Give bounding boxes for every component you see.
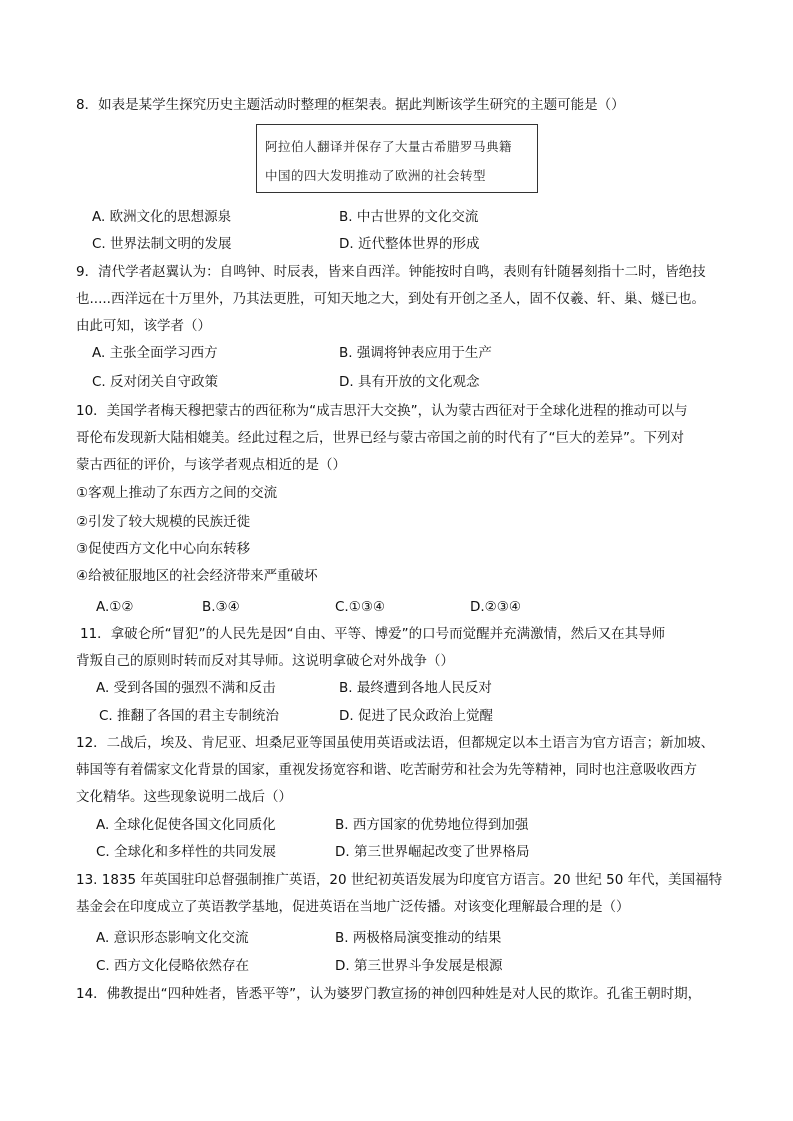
q10-option-a[interactable]: A.①② (96, 599, 134, 615)
q10-option-b[interactable]: B.③④ (202, 599, 240, 615)
q8-stem: 8．如表是某学生探究历史主题活动时整理的框架表。据此判断该学生研究的主题可能是（） (76, 97, 625, 113)
q8-framework-table (256, 124, 538, 193)
q13-stem-line-1: 13. 1835 年英国驻印总督强制推广英语，20 世纪初英语发展为印度官方语言。20 世纪 50 年代，美国福特 (76, 872, 723, 888)
q10-option-c[interactable]: C.①③④ (335, 599, 386, 615)
q10-item-4: ④给被征服地区的社会经济带来严重破坏 (76, 568, 318, 584)
q12-option-d[interactable]: D. 第三世界崛起改变了世界格局 (335, 844, 530, 860)
q10-item-2: ②引发了较大规模的民族迁徙 (76, 514, 251, 530)
q13-option-a[interactable]: A. 意识形态影响文化交流 (96, 930, 249, 946)
q11-stem-line-1: 11．拿破仑所“冒犯”的人民先是因“自由、平等、博爱”的口号而觉醒并充满激情，然后又在其导师 (80, 626, 666, 642)
q10-stem-line-3: 蒙古西征的评价，与该学者观点相近的是（） (76, 457, 346, 473)
q12-option-a[interactable]: A. 全球化促使各国文化同质化 (96, 817, 276, 833)
q11-option-b[interactable]: B. 最终遭到各地人民反对 (339, 680, 492, 696)
q11-option-c[interactable]: C. 推翻了各国的君主专制统治 (99, 708, 280, 724)
q10-item-3: ③促使西方文化中心向东转移 (76, 541, 251, 557)
q13-option-c[interactable]: C. 西方文化侵略依然存在 (96, 958, 250, 974)
q9-stem-line-1: 9．清代学者赵翼认为：自鸣钟、时辰表，皆来自西洋。钟能按时自鸣，表则有针随晷刻指十二时，皆绝技 (76, 264, 706, 280)
q8-option-b[interactable]: B. 中古世界的文化交流 (339, 209, 479, 225)
q8-table-row-2: 中国的四大发明推动了欧洲的社会转型 (265, 168, 487, 183)
q11-option-a[interactable]: A. 受到各国的强烈不满和反击 (96, 680, 276, 696)
q13-option-b[interactable]: B. 两极格局演变推动的结果 (335, 930, 502, 946)
q8-option-a[interactable]: A. 欧洲文化的思想源泉 (92, 209, 232, 225)
q10-stem-line-2: 哥伦布发现新大陆相媲美。经此过程之后，世界已经与蒙古帝国之前的时代有了“巨大的差异”。下列对 (76, 430, 684, 446)
q8-table-row-1: 阿拉伯人翻译并保存了大量古希腊罗马典籍 (265, 139, 513, 154)
q9-option-d[interactable]: D. 具有开放的文化观念 (339, 374, 480, 390)
q9-stem-line-2: 也.....西洋远在十万里外，乃其法更胜，可知天地之大，到处有开创之圣人，固不仅羲、轩、巢、燧已也。 (76, 291, 705, 307)
q10-item-1: ①客观上推动了东西方之间的交流 (76, 485, 278, 501)
q10-stem-line-1: 10．美国学者梅天穆把蒙古的西征称为“成吉思汗大交换”，认为蒙古西征对于全球化进程的推动可以与 (76, 403, 688, 419)
q10-option-d[interactable]: D.②③④ (470, 599, 521, 615)
q13-stem-line-2: 基金会在印度成立了英语教学基地，促进英语在当地广泛传播。对该变化理解最合理的是（） (76, 899, 630, 915)
q9-stem-line-3: 由此可知，该学者（） (76, 318, 211, 334)
q14-stem-line-1: 14．佛教提出“四种姓者，皆悉平等”，认为婆罗门教宣扬的神创四种姓是对人民的欺诈。孔雀王朝时期， (76, 986, 702, 1002)
q9-option-a[interactable]: A. 主张全面学习西方 (92, 345, 218, 361)
q11-stem-line-2: 背叛自己的原则时转而反对其导师。这说明拿破仑对外战争（） (76, 653, 454, 669)
q8-option-c[interactable]: C. 世界法制文明的发展 (92, 236, 232, 252)
q9-option-c[interactable]: C. 反对闭关自守政策 (92, 374, 219, 390)
q9-option-b[interactable]: B. 强调将钟表应用于生产 (339, 345, 492, 361)
q12-stem-line-1: 12．二战后，埃及、肯尼亚、坦桑尼亚等国虽使用英语或法语，但都规定以本土语言为官方语言；新加坡、 (76, 735, 715, 751)
q12-stem-line-2: 韩国等有着儒家文化背景的国家，重视发扬宽容和谐、吃苦耐劳和社会为先等精神，同时也注意吸收西方 (76, 762, 697, 778)
q8-option-d[interactable]: D. 近代整体世界的形成 (339, 236, 480, 252)
q12-option-c[interactable]: C. 全球化和多样性的共同发展 (96, 844, 277, 860)
q13-option-d[interactable]: D. 第三世界斗争发展是根源 (335, 958, 503, 974)
q12-option-b[interactable]: B. 西方国家的优势地位得到加强 (335, 817, 529, 833)
q12-stem-line-3: 文化精华。这些现象说明二战后（） (76, 789, 292, 805)
q11-option-d[interactable]: D. 促进了民众政治上觉醒 (339, 708, 493, 724)
